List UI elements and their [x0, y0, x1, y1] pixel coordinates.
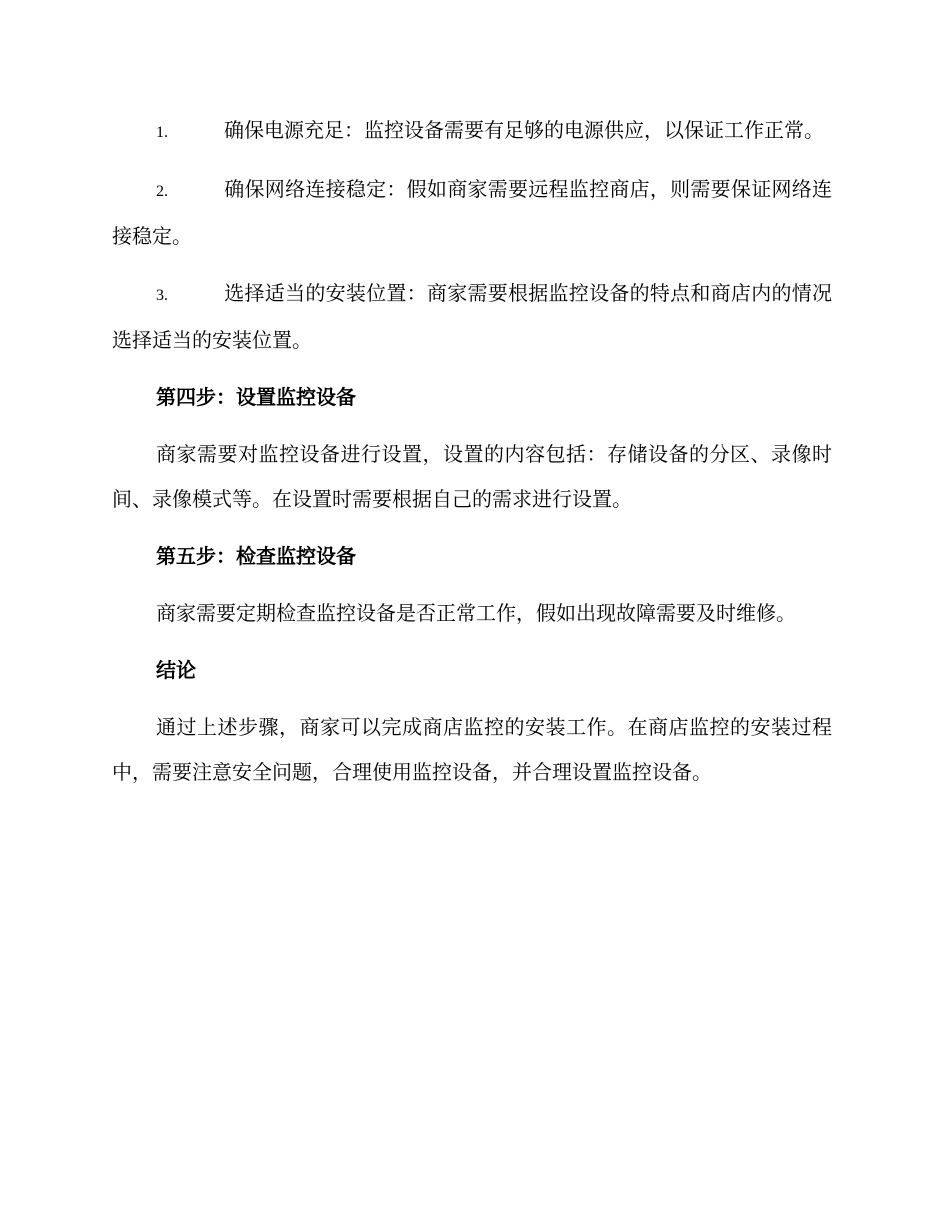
list-item-text: 选择适当的安装位置：商家需要根据监控设备的特点和商店内的情况选择适当的安装位置。 [112, 281, 832, 352]
list-item [112, 108, 832, 155]
document-content [112, 108, 832, 807]
list-item [112, 271, 832, 363]
step5-heading: 第五步：检查监控设备 [156, 544, 356, 568]
list-item [112, 167, 832, 259]
list-item-text: 确保网络连接稳定：假如商家需要远程监控商店，则需要保证网络连接稳定。 [112, 177, 832, 248]
list-item-number: 1. [156, 124, 168, 141]
step4-body: 商家需要对监控设备进行设置，设置的内容包括：存储设备的分区、录像时间、录像模式等。在设置时需要根据自己的需求进行设置。 [112, 442, 832, 511]
conclusion-heading: 结论 [156, 658, 196, 682]
step4-heading: 第四步：设置监控设备 [156, 385, 356, 409]
conclusion-body: 通过上述步骤，商家可以完成商店监控的安装工作。在商店监控的安装过程中，需要注意安全问题，合理使用监控设备，并合理设置监控设备。 [112, 715, 832, 784]
list-item-number: 2. [156, 183, 168, 200]
list-item-number: 3. [156, 287, 168, 304]
step5-body: 商家需要定期检查监控设备是否正常工作，假如出现故障需要及时维修。 [156, 601, 796, 625]
list-item-text: 确保电源充足：监控设备需要有足够的电源供应，以保证工作正常。 [224, 118, 824, 142]
